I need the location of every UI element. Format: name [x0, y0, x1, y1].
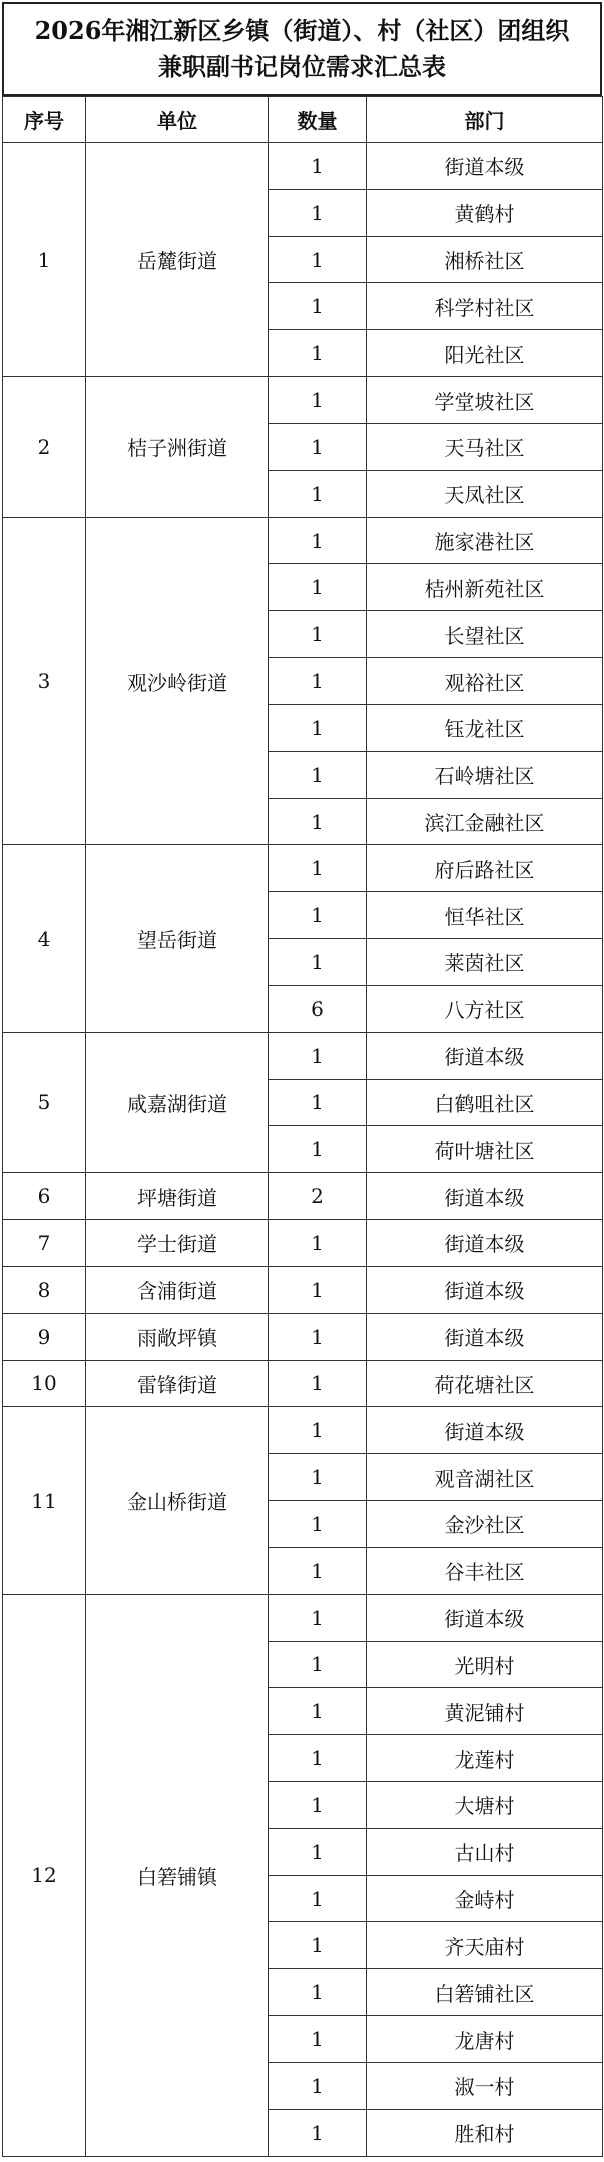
cell-department: 黄泥铺村	[367, 1688, 603, 1735]
cell-unit: 雷锋街道	[86, 1360, 269, 1407]
cell-index: 2	[3, 377, 86, 517]
cell-index: 9	[3, 1313, 86, 1360]
cell-department: 长望社区	[367, 611, 603, 658]
cell-department: 街道本级	[367, 1173, 603, 1220]
cell-quantity: 1	[269, 2109, 367, 2156]
table-row	[3, 1407, 603, 1454]
cell-quantity: 1	[269, 1220, 367, 1267]
cell-index: 1	[3, 143, 86, 377]
cell-quantity: 1	[269, 470, 367, 517]
table-body	[3, 143, 603, 2157]
cell-department: 施家港社区	[367, 517, 603, 564]
table-row	[3, 1173, 603, 1220]
cell-unit: 岳麓街道	[86, 143, 269, 377]
header-department: 部门	[367, 97, 603, 143]
cell-unit: 桔子洲街道	[86, 377, 269, 517]
cell-quantity: 1	[269, 143, 367, 190]
cell-index: 12	[3, 1594, 86, 2156]
cell-quantity: 1	[269, 1781, 367, 1828]
cell-quantity: 1	[269, 704, 367, 751]
cell-department: 胜和村	[367, 2109, 603, 2156]
cell-department: 阳光社区	[367, 330, 603, 377]
cell-index: 6	[3, 1173, 86, 1220]
cell-department: 滨江金融社区	[367, 798, 603, 845]
cell-department: 桔州新苑社区	[367, 564, 603, 611]
table-row	[3, 1313, 603, 1360]
cell-department: 街道本级	[367, 1220, 603, 1267]
cell-quantity: 1	[269, 423, 367, 470]
cell-quantity: 1	[269, 1266, 367, 1313]
cell-quantity: 1	[269, 845, 367, 892]
cell-quantity: 1	[269, 564, 367, 611]
cell-department: 观裕社区	[367, 658, 603, 705]
cell-department: 大塘村	[367, 1781, 603, 1828]
cell-department: 莱茵社区	[367, 939, 603, 986]
cell-unit: 坪塘街道	[86, 1173, 269, 1220]
cell-department: 黄鹤村	[367, 189, 603, 236]
cell-quantity: 1	[269, 1547, 367, 1594]
cell-quantity: 6	[269, 985, 367, 1032]
cell-unit: 观沙岭街道	[86, 517, 269, 845]
positions-table	[2, 96, 603, 2157]
cell-department: 天凤社区	[367, 470, 603, 517]
cell-quantity: 1	[269, 1360, 367, 1407]
cell-quantity: 1	[269, 658, 367, 705]
cell-index: 8	[3, 1266, 86, 1313]
cell-quantity: 1	[269, 1922, 367, 1969]
table-row	[3, 1220, 603, 1267]
cell-quantity: 1	[269, 1828, 367, 1875]
cell-department: 科学村社区	[367, 283, 603, 330]
cell-department: 淑一村	[367, 2062, 603, 2109]
cell-department: 街道本级	[367, 1594, 603, 1641]
cell-unit: 金山桥街道	[86, 1407, 269, 1594]
cell-quantity: 1	[269, 751, 367, 798]
table-row	[3, 1360, 603, 1407]
cell-department: 街道本级	[367, 1032, 603, 1079]
cell-quantity: 1	[269, 1641, 367, 1688]
cell-unit: 咸嘉湖街道	[86, 1032, 269, 1172]
cell-quantity: 1	[269, 892, 367, 939]
table-row	[3, 517, 603, 564]
cell-quantity: 1	[269, 189, 367, 236]
cell-quantity: 1	[269, 283, 367, 330]
cell-department: 荷叶塘社区	[367, 1126, 603, 1173]
cell-quantity: 1	[269, 330, 367, 377]
cell-quantity: 1	[269, 377, 367, 424]
cell-department: 八方社区	[367, 985, 603, 1032]
cell-quantity: 1	[269, 1032, 367, 1079]
cell-quantity: 1	[269, 939, 367, 986]
cell-index: 10	[3, 1360, 86, 1407]
cell-department: 观音湖社区	[367, 1454, 603, 1501]
cell-department: 天马社区	[367, 423, 603, 470]
header-quantity: 数量	[269, 97, 367, 143]
table-row	[3, 1594, 603, 1641]
cell-department: 谷丰社区	[367, 1547, 603, 1594]
cell-department: 荷花塘社区	[367, 1360, 603, 1407]
table-row	[3, 845, 603, 892]
cell-quantity: 1	[269, 1126, 367, 1173]
cell-quantity: 1	[269, 2016, 367, 2063]
cell-department: 湘桥社区	[367, 236, 603, 283]
cell-quantity: 1	[269, 517, 367, 564]
cell-quantity: 1	[269, 1501, 367, 1548]
cell-department: 街道本级	[367, 1407, 603, 1454]
table-row	[3, 143, 603, 190]
cell-index: 7	[3, 1220, 86, 1267]
cell-quantity: 1	[269, 2062, 367, 2109]
cell-unit: 含浦街道	[86, 1266, 269, 1313]
header-index: 序号	[3, 97, 86, 143]
cell-quantity: 1	[269, 1688, 367, 1735]
cell-quantity: 2	[269, 1173, 367, 1220]
cell-unit: 望岳街道	[86, 845, 269, 1032]
cell-quantity: 1	[269, 1079, 367, 1126]
cell-department: 府后路社区	[367, 845, 603, 892]
cell-quantity: 1	[269, 1594, 367, 1641]
cell-department: 光明村	[367, 1641, 603, 1688]
table-row	[3, 377, 603, 424]
cell-department: 白鹤咀社区	[367, 1079, 603, 1126]
cell-quantity: 1	[269, 1735, 367, 1782]
cell-department: 街道本级	[367, 1266, 603, 1313]
cell-quantity: 1	[269, 1454, 367, 1501]
cell-quantity: 1	[269, 1407, 367, 1454]
cell-department: 石岭塘社区	[367, 751, 603, 798]
cell-department: 古山村	[367, 1828, 603, 1875]
cell-department: 街道本级	[367, 1313, 603, 1360]
cell-quantity: 1	[269, 798, 367, 845]
cell-quantity: 1	[269, 1313, 367, 1360]
cell-department: 龙唐村	[367, 2016, 603, 2063]
cell-index: 5	[3, 1032, 86, 1172]
cell-unit: 雨敞坪镇	[86, 1313, 269, 1360]
table-row	[3, 1266, 603, 1313]
cell-department: 龙莲村	[367, 1735, 603, 1782]
cell-department: 钰龙社区	[367, 704, 603, 751]
cell-index: 3	[3, 517, 86, 845]
cell-quantity: 1	[269, 611, 367, 658]
cell-department: 学堂坡社区	[367, 377, 603, 424]
cell-department: 街道本级	[367, 143, 603, 190]
cell-quantity: 1	[269, 1875, 367, 1922]
cell-department: 金峙村	[367, 1875, 603, 1922]
cell-index: 11	[3, 1407, 86, 1594]
table-row	[3, 1032, 603, 1079]
cell-department: 金沙社区	[367, 1501, 603, 1548]
cell-unit: 白箬铺镇	[86, 1594, 269, 2156]
cell-department: 齐天庙村	[367, 1922, 603, 1969]
cell-unit: 学士街道	[86, 1220, 269, 1267]
header-row	[3, 97, 603, 143]
cell-quantity: 1	[269, 236, 367, 283]
cell-department: 白箬铺社区	[367, 1969, 603, 2016]
cell-index: 4	[3, 845, 86, 1032]
header-unit: 单位	[86, 97, 269, 143]
cell-quantity: 1	[269, 1969, 367, 2016]
table-title: 2026年湘江新区乡镇（街道）、村（社区）团组织兼职副书记岗位需求汇总表	[2, 2, 602, 96]
cell-department: 恒华社区	[367, 892, 603, 939]
